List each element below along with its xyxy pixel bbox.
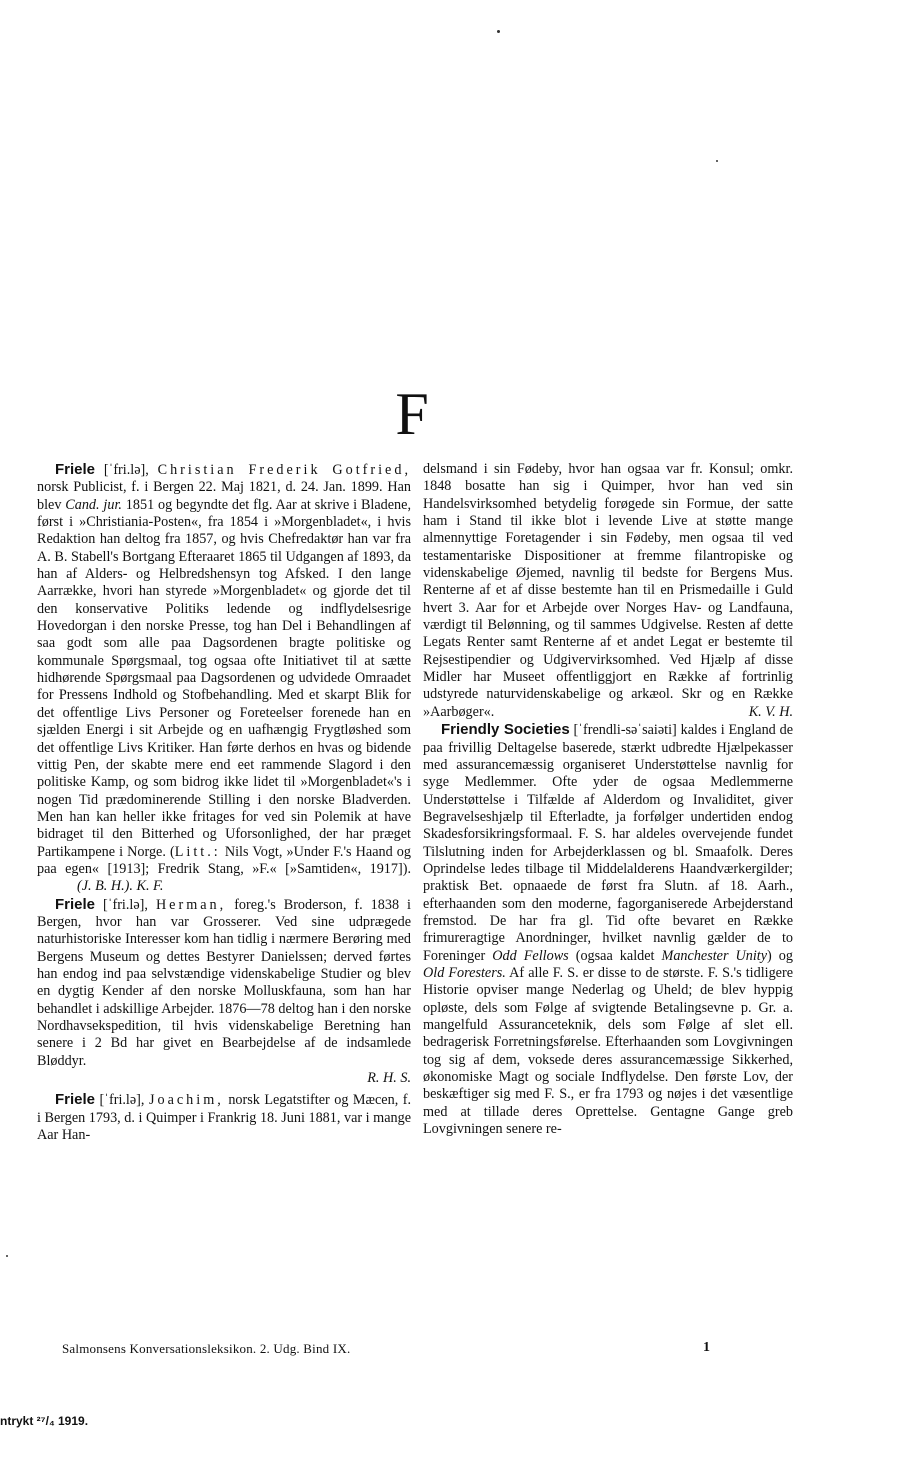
entry-text-4: Af alle F. S. er disse to de største. F. S.'s tidligere Historie opviser mange Nederlag og Uheld; de blev hyppig opløste, dels som Følge af svigtende Betalingsevne p. Gr. a. mangelfuld Assuranceteknik, dels som Følge af slet ell. bedragerisk Forretningsførelse. Efterhaanden som Lovgivningen tog sig af dem, voksede deres assurancemæssige Sikkerhed, økonomiske Magt og sociale Indflydelse. Den første Lov, der beskæftiger sig med F. S., er fra 1793 og nøjes i det væsentlige med at tillade deres Oprettelse. Gentagne Gange greb Lovgivningen senere re- bbox=[423, 964, 793, 1138]
headword: Friele bbox=[55, 895, 96, 913]
headword: Friendly Societies bbox=[441, 721, 570, 739]
signature: (J. B. H.). K. F. bbox=[77, 878, 164, 895]
headword: Friele bbox=[55, 461, 96, 478]
entry-text-2: 1851 og begyndte det flg. Aar at skrive i Bladene, først i »Christiania-Posten«, fra 1854 i »Morgenbladet«, i hvis Redaktion han deltog fra 1857, og hvis Chefredaktør han var fra A. B. Stabell's Bortgang Efteraaret 1865 til Udgangen af 1893, da han af Alders- og Helbredshensyn tog Afsked. I den lange Aarrække, hvori han styrede »Morgenbladet« og gjorde det til den konservative Politiks ledende og indflydelsesrige Hovedorgan i den norske Presse, tog han Del i Behandlingen af saa godt som alle paa Dagsordenen bragte politiske og kommunale Spørgsmaal, tog ogsaa ofte Initiativet til at sætte hidhørende Spørgsmaal paa Dagsordenen og udvidede Omraadet for Pressens Indhold og Stofbehandling. Med et skarpt Blik for det offentlige Livs Personer og Foreteelser forenede han en sjælden Energi i sit Arbejde og en uafhængig Frygtløshed som det offentlige Livs Kritiker. Han førte derhos en hvas og bidende vittig Pen, der skabte mere end eet rammende Slagord i den politiske Kamp, og som bidrog ikke lidet til »Morgenbladet«'s i nogen Tid prædominerende Stilling i den norske Bladverden. Men han kan heller ikke fritages for ved sin Polemik at have bidraget til den Bitterhed og Uforsonlighed, der har præget Partikampene i Norge. ( bbox=[37, 496, 411, 860]
cand-jur: Cand. jur. bbox=[65, 496, 122, 513]
print-speck bbox=[716, 160, 718, 162]
page-number: 1 bbox=[703, 1340, 710, 1355]
entry-friele-joachim bbox=[37, 1091, 411, 1144]
entry-text-2: (ogsaa kaldet bbox=[568, 947, 662, 964]
headword: Friele bbox=[55, 1091, 96, 1109]
entry-text-continued: delsmand i sin Fødeby, hvor han ogsaa var fr. Konsul; omkr. 1848 bosatte han sig i Quimper, hvor han ved sin Handelsvirksomhed betydelig forøgede sin Formue, der satte ham i Stand til ikke blot i levende Live at støtte mange almennyttige Foretagender i sin Fødeby, men ogsaa til ved testamentariske Dispositioner at fremme filantropiske og videnskabelige Øjemed, navnlig til bedste for Bergens Mus. Renterne af et af disse bestemte han til en Prismedaille i Guld hvert 3. Aar for et Arbejde over Norges Hav- og Landfauna, værdigt til Belønning, og til sammes Udgivelse. Resten af dette Legats Renter samt Renterne af et andet Legat er bestemte til Rejsestipendier og Udgivervirksomhed. Ved Hjælp af disse Midler har Museet offentliggjort en Række af fortrinlig udstyrede naturvidenskabelige og arkæol. Skr og en Række »Aarbøger«. bbox=[423, 461, 793, 720]
entry-name: Herman, bbox=[155, 896, 227, 913]
print-date: ntrykt ²⁷/₄ 1919. bbox=[0, 1414, 89, 1428]
pronunciation: [ˈfri.lə], bbox=[99, 1092, 145, 1109]
left-column bbox=[37, 461, 411, 1144]
entry-text: norsk Legatstifter og Mæcen, f. i Bergen 1793, d. i Quimper i Frankrig 18. Juni 1881, var i mange Aar Han- bbox=[37, 1092, 412, 1144]
publisher-line: Salmonsens Konversationsleksikon. 2. Udg. Bind IX. bbox=[62, 1341, 351, 1356]
entry-friele-joachim-continued bbox=[423, 461, 793, 721]
signature: K. V. H. bbox=[748, 703, 793, 720]
page-letter: F bbox=[395, 381, 429, 447]
entry-text: norsk Publicist, f. i Bergen 22. Maj 1821, d. 24. Jan. 1899. Han blev bbox=[37, 479, 411, 513]
signature: R. H. S. bbox=[367, 1070, 411, 1087]
entry-text: kaldes i England de paa frivillig Deltagelse baserede, stærkt udbredte Hjælpekasser med assurancemæssig organiseret Understøttelse navnlig for syge Medlemmer. Ofte yder de ogsaa Medlemmerne Understøttelse i Tilfælde af Alderdom og Invaliditet, giver Begravelseshjælp til Efterladte, ja forfølger undertiden endog Skadesforsikringsformaal. F. S. har aldeles overvejende fundet Tilslutning inden for Arbejderklassen og bl. Smaafolk. Deres Oprindelse ledes tilbage til Middelalderens Haandværkergilder; praktisk Bet. opnaaede de først fra Slutn. af 18. Aarh., efterhaanden som den moderne, fagorganiserede Arbejderstand fremstod. De har fra gl. Tid ofte bevaret en Række frimureragtige Anordninger, hvilket navnlig gælder de to Foreninger bbox=[423, 722, 794, 964]
entry-friendly-societies bbox=[423, 721, 793, 1138]
manchester-unity: Manchester Unity bbox=[661, 947, 768, 964]
entry-friele-christian bbox=[37, 461, 411, 896]
right-column bbox=[423, 461, 793, 1138]
old-foresters: Old Foresters. bbox=[423, 964, 506, 981]
entry-text: foreg.'s Broderson, f. 1838 i Bergen, hvor han var Grosserer. Ved sine udprægede naturhistoriske Interesser kom han tidlig i nærmere Berøring med Bergens Museum og dettes Bestyrer Danielssen; derved førtes han endog ind paa selvstændige videnskabelige Studier og blev en dygtig Kender af den norske Molluskfauna, som han har behandlet i adskillige Arbejder. 1876—78 deltog han i den norske Nordhavsekspedition, til hvis videnskabelige Beretning han senere i 2 Bd har givet en Bearbejdelse af de indsamlede Bløddyr. bbox=[37, 896, 411, 1069]
pronunciation: [ˈfri.lə], bbox=[103, 462, 149, 478]
entry-text-3: Nils Vogt, »Under F.'s Haand og paa egen« [1913]; Fredrik Stang, »F.« [»Samtiden«, 1917]). bbox=[37, 843, 411, 877]
litt-label: Litt.: bbox=[174, 843, 221, 860]
entry-name: Joachim, bbox=[148, 1092, 224, 1109]
entry-friele-herman bbox=[37, 896, 411, 1088]
odd-fellows: Odd Fellows bbox=[492, 947, 569, 964]
entry-text-3: ) og bbox=[767, 947, 793, 964]
entry-name: Christian Frederik Gotfried, bbox=[157, 462, 411, 478]
print-speck bbox=[6, 1255, 8, 1257]
print-speck bbox=[497, 30, 500, 33]
pronunciation: [ˈfrendli-səˈsaiəti] bbox=[573, 722, 677, 739]
pronunciation: [ˈfri.lə], bbox=[103, 896, 148, 913]
